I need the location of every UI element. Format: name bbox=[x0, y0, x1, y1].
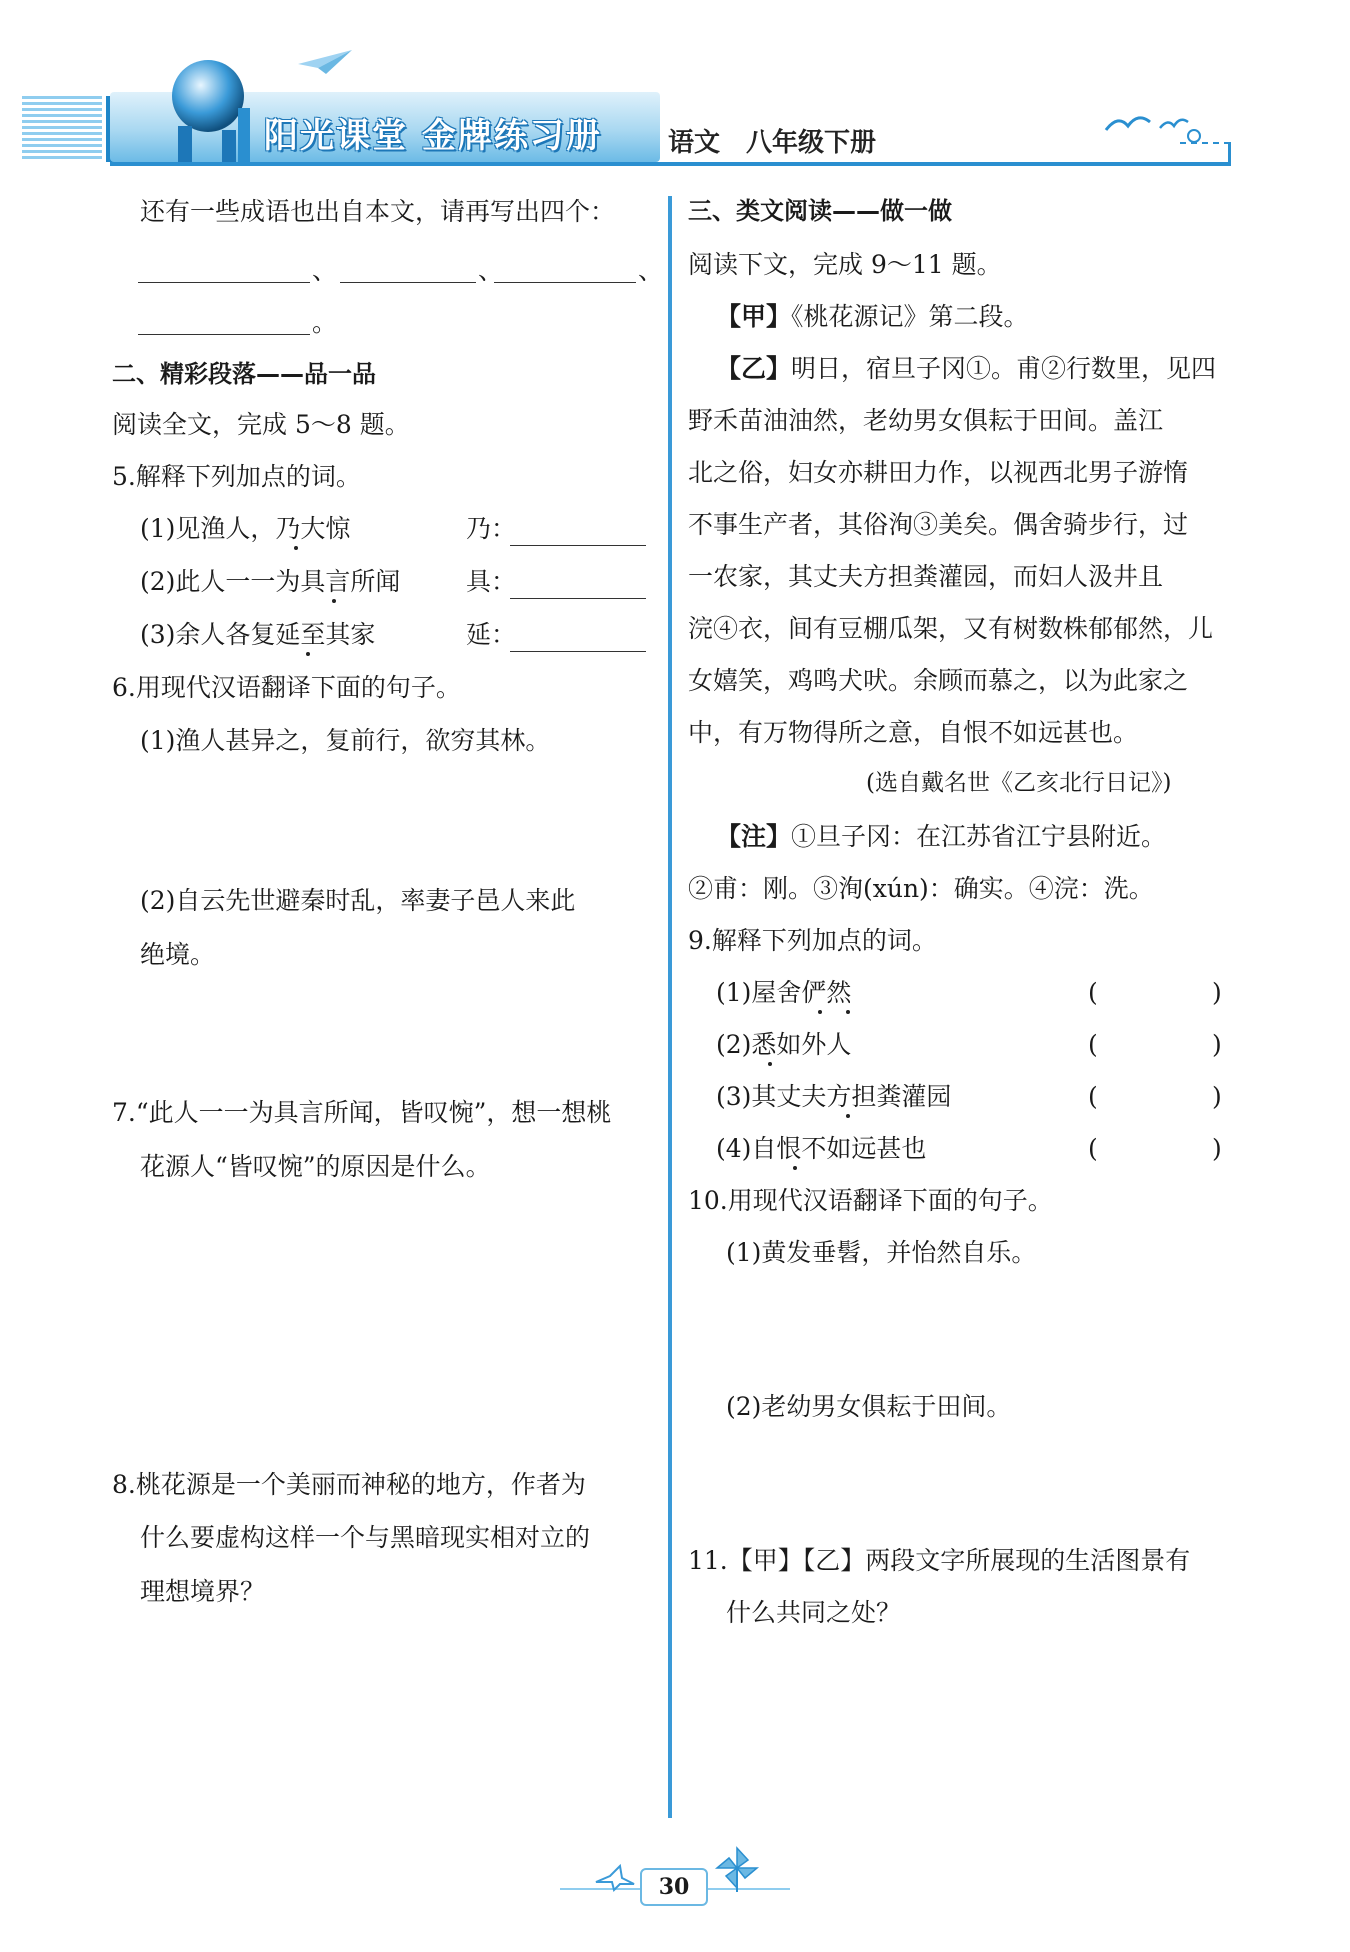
question-7: 7.“此人一一为具言所闻，皆叹惋”，想一想桃 bbox=[112, 1098, 612, 1127]
passage-jia bbox=[716, 302, 1029, 332]
passage-yi-line: 女嬉笑，鸡鸣犬吠。余顾而慕之，以为此家之 bbox=[688, 666, 1189, 695]
emphasis-dot bbox=[818, 1010, 822, 1014]
header-stripes bbox=[22, 96, 102, 162]
question-7-cont: 花源人“皆叹惋”的原因是什么。 bbox=[140, 1152, 491, 1181]
passage-source: (选自戴名世《乙亥北行日记》) bbox=[866, 770, 1172, 796]
passage-yi-line: 一农家，其丈夫方担粪灌园，而妇人汲井且 bbox=[688, 562, 1164, 591]
passage-yi-line bbox=[716, 354, 1216, 384]
section-intro: 阅读下文，完成 9～11 题。 bbox=[688, 250, 1002, 279]
question-11: 11.【甲】【乙】两段文字所展现的生活图景有 bbox=[688, 1546, 1191, 1575]
emphasis-dot bbox=[306, 652, 310, 656]
yi-text: 明日，宿旦子冈①。甫②行数里，见四 bbox=[791, 354, 1217, 383]
separator: 、 bbox=[312, 256, 338, 285]
answer-blank[interactable] bbox=[510, 651, 646, 652]
q9-item: (4)自恨不如远甚也 bbox=[716, 1134, 927, 1163]
paren-close: ) bbox=[1212, 1082, 1222, 1111]
question-8: 8.桃花源是一个美丽而神秘的地方，作者为 bbox=[112, 1470, 586, 1499]
jia-text: 《桃花源记》第二段。 bbox=[791, 302, 1029, 331]
header-rule bbox=[110, 162, 1230, 166]
jia-tag: 【甲】 bbox=[716, 302, 792, 331]
q5-label: 具： bbox=[466, 567, 517, 596]
q5-label: 延： bbox=[466, 620, 517, 649]
q5-item: (2)此人一一为具言所闻 bbox=[140, 567, 401, 596]
separator: 、 bbox=[638, 256, 664, 285]
q6-sentence-2-cont: 绝境。 bbox=[140, 940, 216, 969]
section-intro: 阅读全文，完成 5～8 题。 bbox=[112, 410, 410, 439]
paren-open: ( bbox=[1088, 978, 1098, 1007]
subject-grade: 语文 八年级下册 bbox=[668, 128, 877, 158]
emphasis-dot bbox=[294, 546, 298, 550]
question-9: 9.解释下列加点的词。 bbox=[688, 926, 937, 955]
page-number: 30 bbox=[640, 1868, 708, 1906]
emphasis-dot bbox=[846, 1114, 850, 1118]
paren-open: ( bbox=[1088, 1030, 1098, 1059]
paren-open: ( bbox=[1088, 1082, 1098, 1111]
emphasis-dot bbox=[768, 1062, 772, 1066]
separator: 、 bbox=[478, 256, 504, 285]
globe-logo-icon bbox=[158, 48, 268, 168]
answer-blank[interactable] bbox=[510, 598, 646, 599]
answer-blank[interactable] bbox=[340, 282, 476, 283]
end-period: 。 bbox=[312, 308, 338, 337]
emphasis-dot bbox=[846, 1010, 850, 1014]
paren-close: ) bbox=[1212, 978, 1222, 1007]
book-title: 阳光课堂 金牌练习册 bbox=[264, 116, 602, 156]
note-tag: 【注】 bbox=[716, 822, 792, 851]
question-8-cont: 什么要虚构这样一个与黑暗现实相对立的 bbox=[140, 1523, 591, 1552]
answer-blank[interactable] bbox=[510, 545, 646, 546]
starfish-icon bbox=[590, 1862, 636, 1892]
q9-item: (2)悉如外人 bbox=[716, 1030, 852, 1059]
q6-sentence-1: (1)渔人甚异之，复前行，欲穷其林。 bbox=[140, 726, 551, 755]
paren-close: ) bbox=[1212, 1030, 1222, 1059]
paren-close: ) bbox=[1212, 1134, 1222, 1163]
question-10: 10.用现代汉语翻译下面的句子。 bbox=[688, 1186, 1053, 1215]
birds-icon bbox=[1104, 108, 1194, 138]
q6-sentence-2: (2)自云先世避秦时乱，率妻子邑人来此 bbox=[140, 886, 576, 915]
emphasis-dot bbox=[793, 1166, 797, 1170]
question-11-cont: 什么共同之处？ bbox=[726, 1598, 902, 1627]
q9-item: (1)屋舍俨然 bbox=[716, 978, 852, 1007]
question-5: 5.解释下列加点的词。 bbox=[112, 462, 361, 491]
passage-yi-line: 不事生产者，其俗洵③美矣。偶舍骑步行，过 bbox=[688, 510, 1189, 539]
idioms-prompt: 还有一些成语也出自本文，请再写出四个： bbox=[140, 197, 616, 226]
yi-tag: 【乙】 bbox=[716, 354, 792, 383]
passage-yi-line: 浣④衣，间有豆棚瓜架，又有树数株郁郁然，儿 bbox=[688, 614, 1214, 643]
passage-yi-line: 中，有万物得所之意，自恨不如远甚也。 bbox=[688, 718, 1139, 747]
q10-sentence-1: (1)黄发垂髫，并怡然自乐。 bbox=[726, 1238, 1037, 1267]
paren-open: ( bbox=[1088, 1134, 1098, 1163]
passage-yi-line: 北之俗，妇女亦耕田力作，以视西北男子游惰 bbox=[688, 458, 1189, 487]
question-6: 6.用现代汉语翻译下面的句子。 bbox=[112, 673, 461, 702]
emphasis-dot bbox=[332, 599, 336, 603]
column-divider bbox=[668, 196, 672, 1818]
q9-item: (3)其丈夫方担粪灌园 bbox=[716, 1082, 952, 1111]
header-dashed-line bbox=[1180, 142, 1230, 144]
note-line: ②甫：刚。③洵(xún)：确实。④浣：洗。 bbox=[688, 874, 1154, 903]
section-title: 二、精彩段落——品一品 bbox=[112, 360, 376, 388]
answer-blank[interactable] bbox=[138, 334, 310, 335]
passage-yi-line: 野禾苗油油然，老幼男女俱耘于田间。盖江 bbox=[688, 406, 1164, 435]
answer-blank[interactable] bbox=[138, 282, 310, 283]
section-title: 三、类文阅读——做一做 bbox=[688, 197, 952, 225]
answer-blank[interactable] bbox=[494, 282, 636, 283]
q5-label: 乃： bbox=[466, 514, 517, 543]
pinwheel-icon bbox=[712, 1846, 762, 1892]
q5-item: (1)见渔人，乃大惊 bbox=[140, 514, 351, 543]
note-line bbox=[716, 822, 1166, 852]
paper-plane-icon bbox=[296, 46, 356, 76]
question-8-cont: 理想境界？ bbox=[140, 1577, 266, 1606]
note-text: ①旦子冈：在江苏省江宁县附近。 bbox=[791, 822, 1167, 851]
q5-item: (3)余人各复延至其家 bbox=[140, 620, 376, 649]
q10-sentence-2: (2)老幼男女俱耘于田间。 bbox=[726, 1392, 1012, 1421]
